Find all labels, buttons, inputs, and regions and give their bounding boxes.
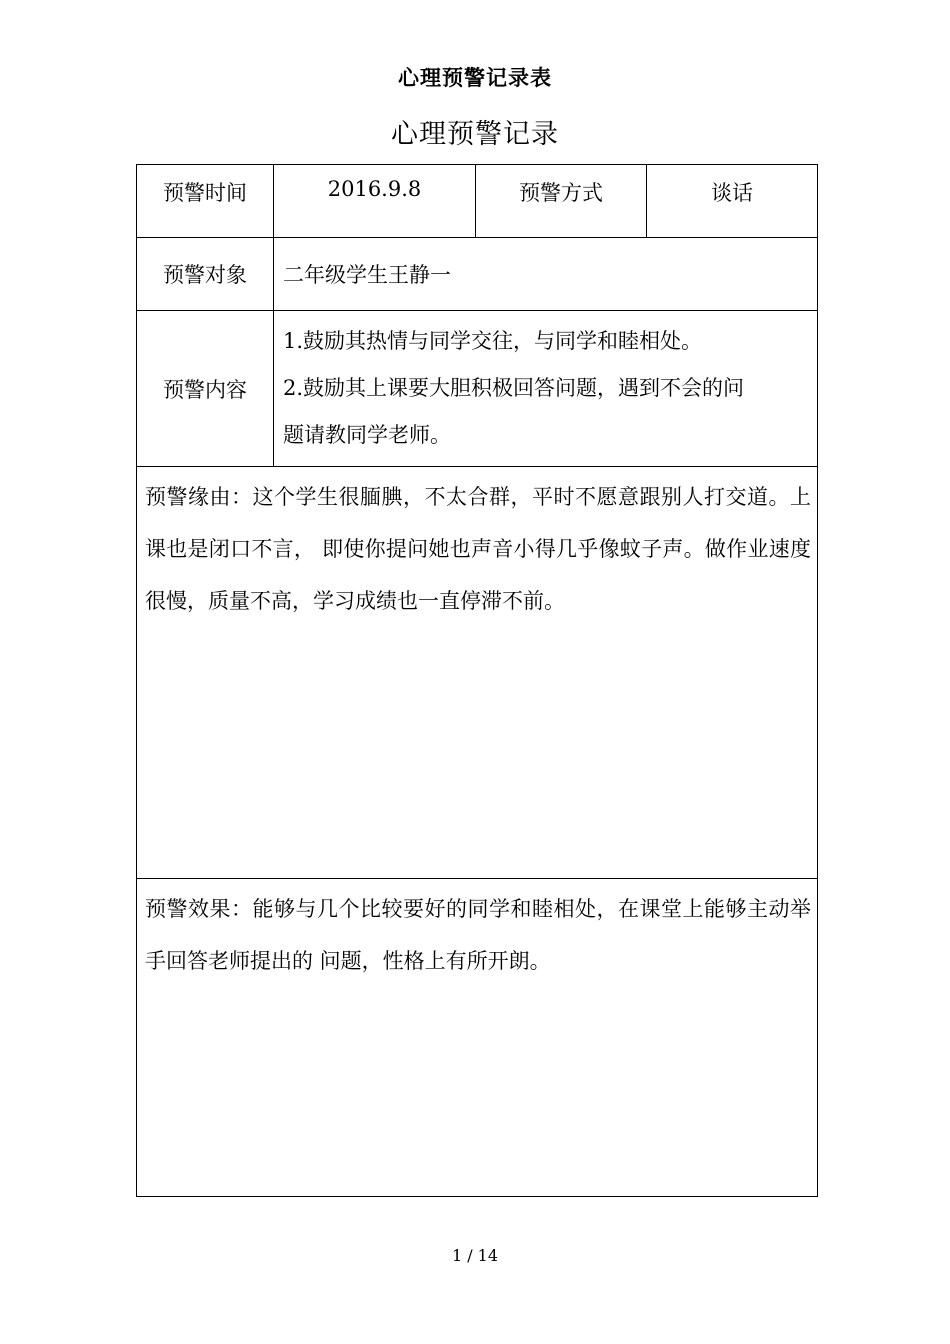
table-row [137, 165, 818, 238]
content-line-2: 2.鼓励其上课要大胆积极回答问题，遇到不会的问 [283, 376, 745, 400]
method-label: 预警方式 [476, 165, 647, 238]
method-value: 谈话 [647, 165, 818, 238]
effect-text: 预警效果：能够与几个比较要好的同学和睦相处，在课堂上能够主动举手回答老师提出的 问题，性格上有所开朗。 [137, 879, 818, 1197]
table-row [137, 238, 818, 311]
warning-record-table [136, 164, 818, 1197]
content-line-3: 题请教同学老师。 [283, 423, 451, 447]
time-label: 预警时间 [137, 165, 274, 238]
document-title: 心理预警记录 [391, 119, 559, 150]
document-header: 心理预警记录表 [398, 65, 552, 90]
target-value: 二年级学生王静一 [274, 238, 818, 311]
table-row [137, 311, 818, 467]
reason-text: 预警缘由：这个学生很腼腆，不太合群，平时不愿意跟别人打交道。上课也是闭口不言， 即使你提问她也声音小得几乎像蚊子声。做作业速度很慢，质量不高，学习成绩也一直停滞不前。 [137, 467, 818, 879]
target-label: 预警对象 [137, 238, 274, 311]
content-label: 预警内容 [137, 311, 274, 467]
content-line-1: 1.鼓励其热情与同学交往，与同学和睦相处。 [283, 329, 703, 353]
page-number: 1 / 14 [451, 1246, 499, 1265]
content-value [274, 311, 818, 467]
time-value: 2016.9.8 [274, 165, 476, 238]
table-row [137, 879, 818, 1197]
table-row [137, 467, 818, 879]
